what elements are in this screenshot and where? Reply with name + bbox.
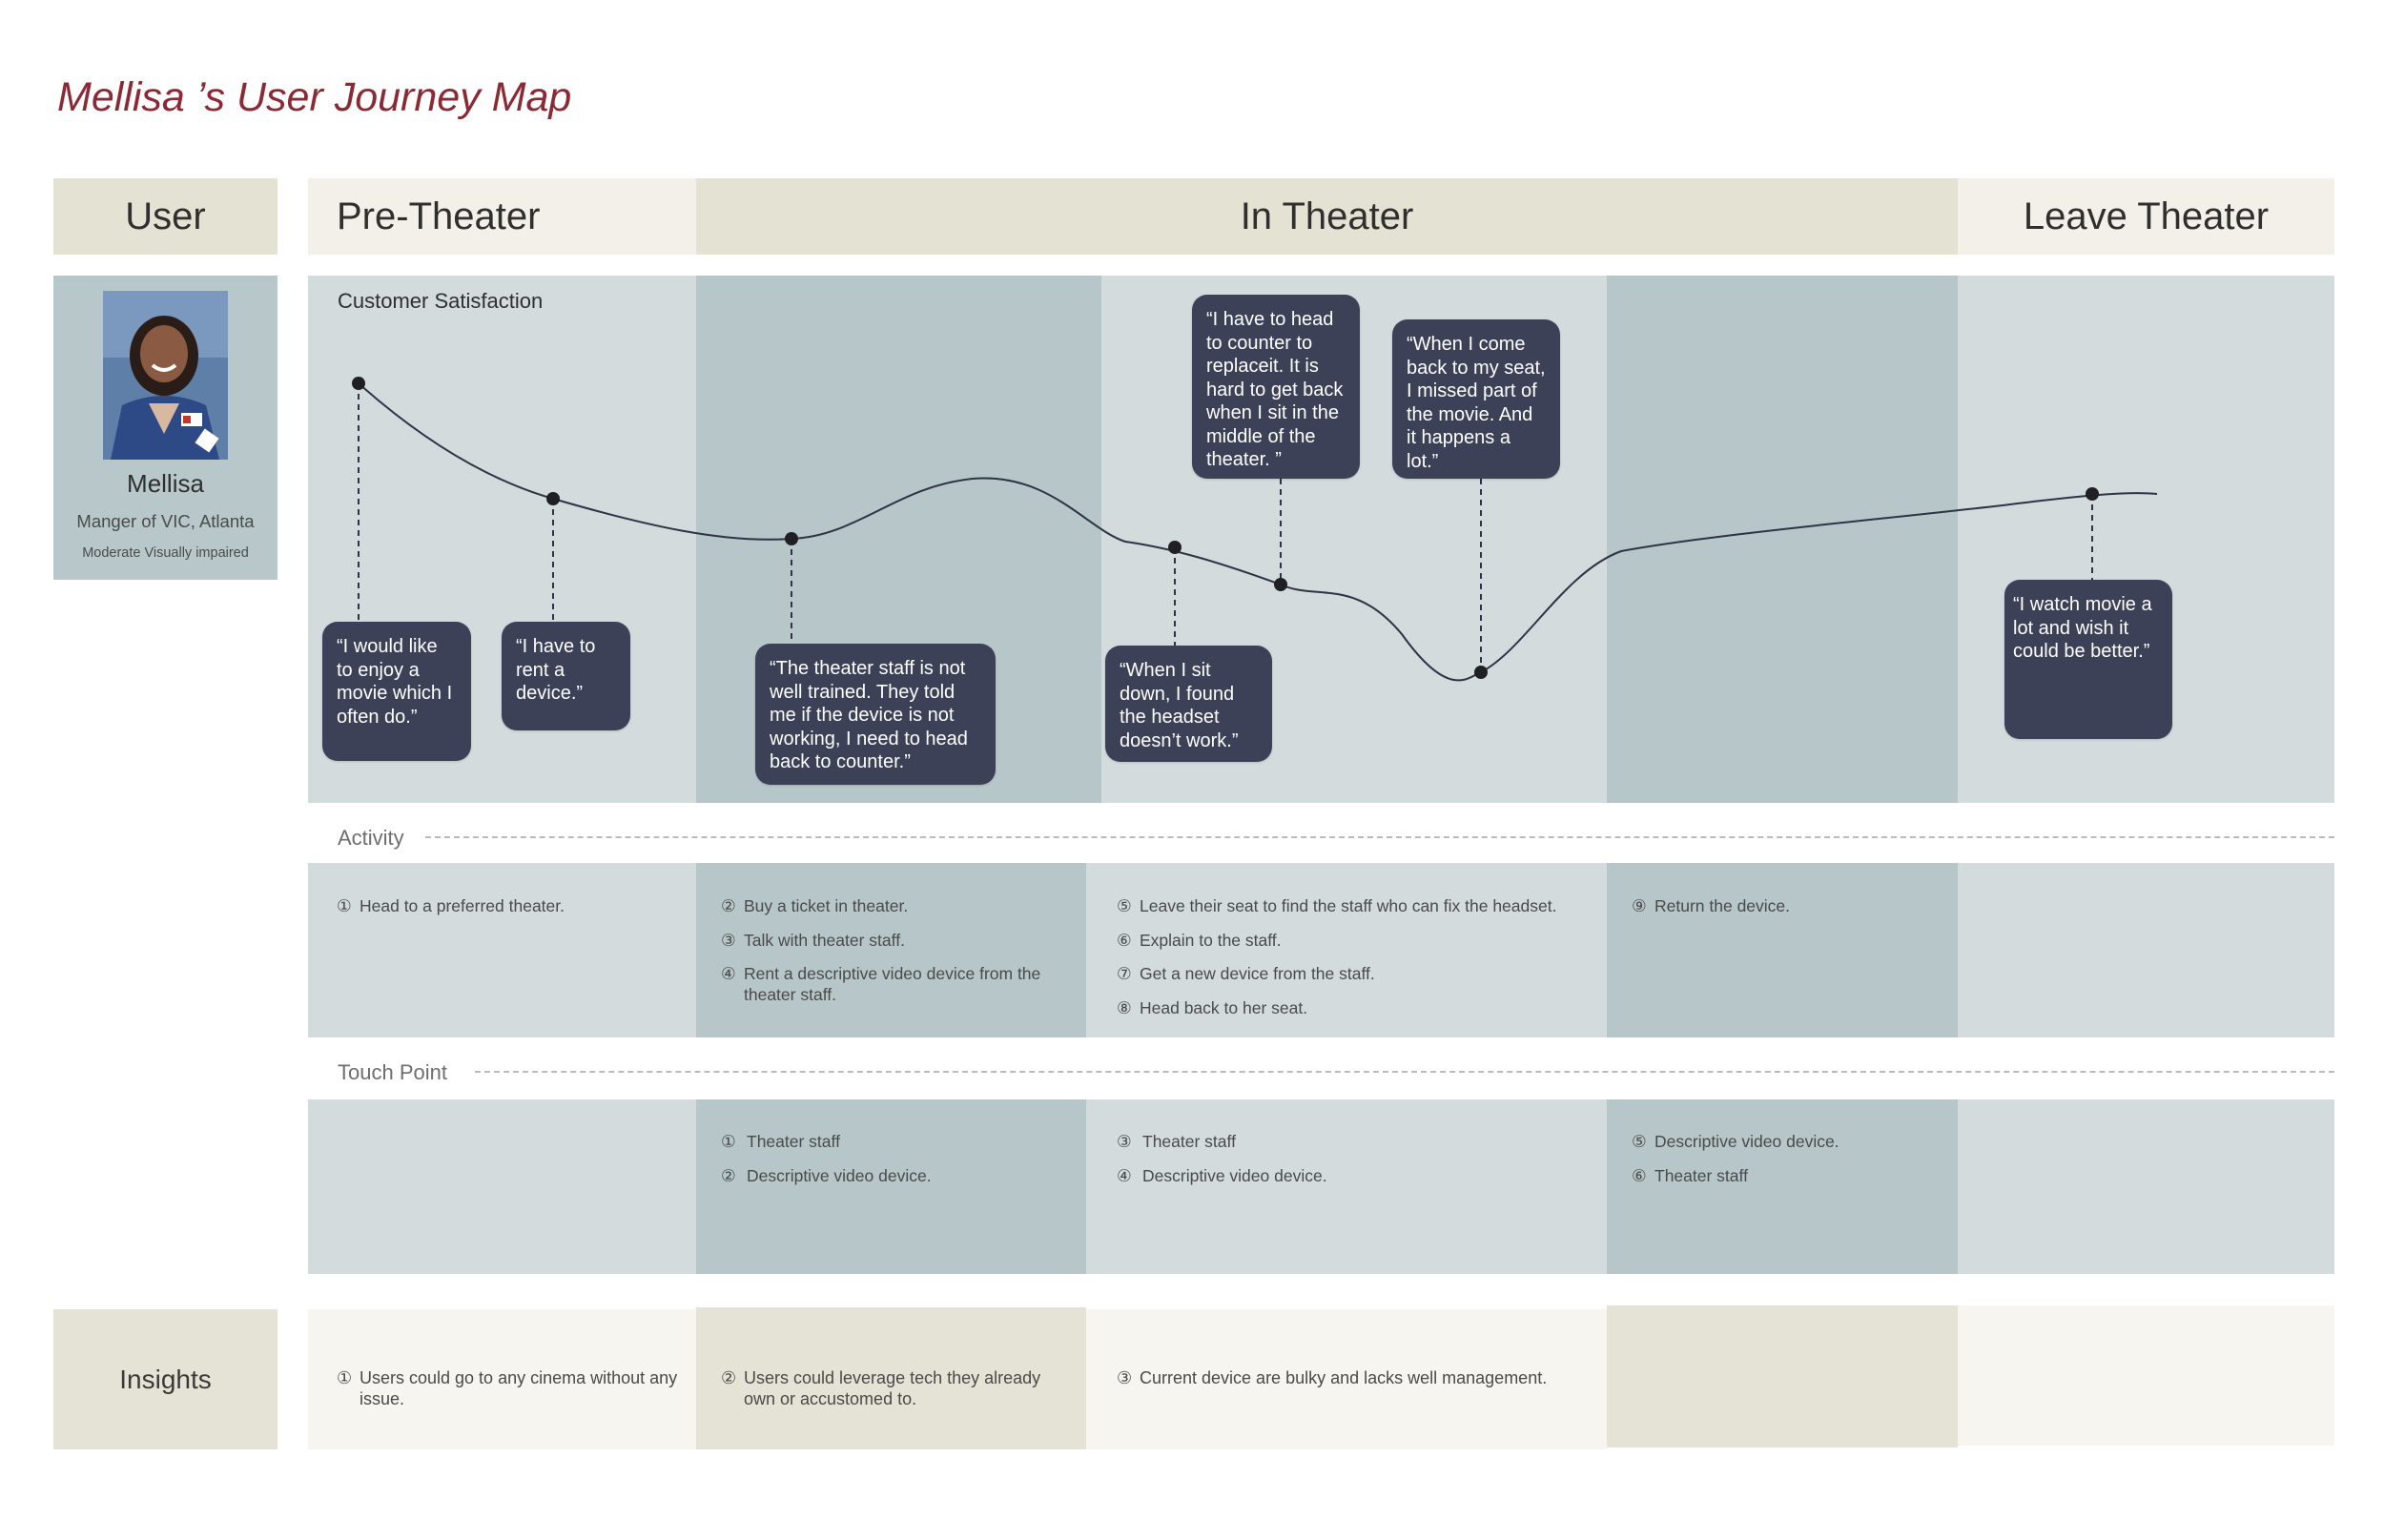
curve-point-4 <box>1168 541 1182 554</box>
insights-label-box <box>53 1309 277 1449</box>
activity-panel-leave <box>1958 863 2334 1037</box>
touch-list-in-2 <box>1117 1131 1593 1199</box>
curve-point-5 <box>1274 578 1287 591</box>
header-in-theater-label: In Theater <box>1240 195 1414 237</box>
header-leave-theater-label: Leave Theater <box>2023 195 2270 237</box>
quote-bubble-5: “I have to head to counter to replaceit. It is hard to get back when I sit in the middle of the theater. ” <box>1192 295 1360 479</box>
activity-panel-pre <box>308 863 696 1037</box>
insight-item-1: ① Users could go to any cinema without any issue. <box>337 1368 678 1408</box>
satisfaction-label: Customer Satisfaction <box>338 289 544 313</box>
activity-panel-in-3 <box>1607 863 1958 1037</box>
touch-panel-leave <box>1958 1099 2334 1274</box>
list-item: ④ Rent a descriptive video device from the theater staff. <box>721 964 1041 1004</box>
insight-panel-leave <box>1958 1305 2334 1446</box>
insight-panel-in-3 <box>1607 1305 1958 1448</box>
list-item: ② Descriptive video device. <box>721 1165 932 1185</box>
insights-label: Insights <box>119 1364 212 1394</box>
curve-point-7 <box>2086 487 2099 501</box>
touch-point-label: Touch Point <box>338 1060 447 1084</box>
list-item: ① Head to a preferred theater. <box>337 896 565 915</box>
quote-bubble-4: “When I sit down, I found the headset doesn’t work.” <box>1105 646 1272 762</box>
list-item: ⑧ Head back to her seat. <box>1117 997 1308 1017</box>
list-item: ⑤ Leave their seat to find the staff who can fix the headset. <box>1117 896 1557 915</box>
list-item: ⑦ Get a new device from the staff. <box>1117 964 1375 983</box>
quote-bubble-2: “I have to rent a device.” <box>502 622 630 730</box>
list-item: ③ Talk with theater staff. <box>721 930 905 950</box>
activity-list-in-3 <box>1632 895 1946 930</box>
touch-panel-pre <box>308 1099 696 1274</box>
curve-point-1 <box>352 377 365 390</box>
curve-point-3 <box>785 532 798 545</box>
touch-point-divider <box>475 1071 2334 1073</box>
header-user-label: User <box>125 195 206 237</box>
list-item: ② Buy a ticket in theater. <box>721 896 909 915</box>
touch-list-in-3 <box>1632 1131 1946 1199</box>
user-role: Manger of VIC, Atlanta <box>76 511 255 531</box>
user-condition: Moderate Visually impaired <box>82 545 249 561</box>
activity-list-pre <box>337 895 680 930</box>
list-item: ⑤ Descriptive video device. <box>1632 1132 1839 1151</box>
activity-label: Activity <box>338 826 404 850</box>
list-item: ⑨ Return the device. <box>1632 896 1791 915</box>
header-pre-theater-label: Pre-Theater <box>337 195 541 237</box>
user-name: Mellisa <box>127 469 204 498</box>
insight-item-2: ② Users could leverage tech they already own or accustomed to. <box>721 1368 1041 1408</box>
quote-bubble-3: “The theater staff is not well trained. They told me if the device is not working, I need to head back to counter.” <box>755 644 996 785</box>
activity-divider <box>425 836 2334 838</box>
insight-item-3: ③ Current device are bulky and lacks well management. <box>1117 1368 1548 1387</box>
curve-point-2 <box>546 492 560 505</box>
quote-bubble-7: “I watch movie a lot and wish it could be better.” <box>2004 580 2172 739</box>
list-item: ⑥ Explain to the staff. <box>1117 930 1282 950</box>
list-item: ③ Theater staff <box>1117 1132 1236 1151</box>
curve-point-6 <box>1474 666 1488 679</box>
quote-bubble-1: “I would like to enjoy a movie which I often do.” <box>322 622 471 761</box>
list-item: ⑥ Theater staff <box>1632 1165 1748 1185</box>
page-title: Mellisa ’s User Journey Map <box>57 74 572 120</box>
activity-list-in-1 <box>721 895 1074 1018</box>
list-item: ① Theater staff <box>721 1132 840 1151</box>
list-item: ④ Descriptive video device. <box>1117 1165 1327 1185</box>
activity-list-in-2 <box>1117 895 1603 1031</box>
quote-bubble-6: “When I come back to my seat, I missed part of the movie. And it happens a lot.” <box>1392 319 1560 479</box>
touch-list-in-1 <box>721 1131 1074 1199</box>
